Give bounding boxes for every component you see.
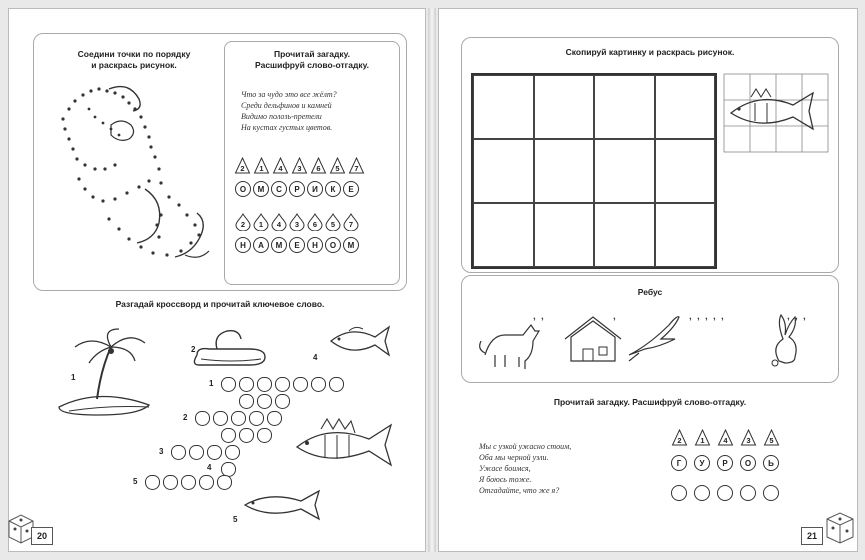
drop-number: 3	[289, 213, 305, 231]
crossword-cell[interactable]	[189, 445, 204, 460]
answer-circle[interactable]	[717, 485, 733, 501]
crossword-cell[interactable]	[163, 475, 178, 490]
tree-number: 2	[671, 429, 688, 447]
answer-circle[interactable]	[694, 485, 710, 501]
tree-number: 3	[740, 429, 757, 447]
letter-circle: Н	[307, 237, 323, 253]
svg-text:‚: ‚	[705, 311, 708, 322]
answer-circle[interactable]	[671, 485, 687, 501]
letter-circle: М	[271, 237, 287, 253]
key-number-trees	[671, 429, 780, 447]
riddle-poem	[479, 441, 571, 496]
letter-circle: Е	[289, 237, 305, 253]
poem-line: Отгадайте, что же я?	[479, 486, 560, 495]
tree-number: 1	[253, 157, 270, 175]
crossword-label: 4	[207, 463, 212, 472]
crossword-cell[interactable]	[249, 411, 264, 426]
crossword-cell[interactable]	[239, 377, 254, 392]
tree-number: 3	[291, 157, 308, 175]
crossword-cell[interactable]	[257, 377, 272, 392]
crossword-row	[195, 411, 282, 426]
crossword-cell[interactable]	[239, 394, 254, 409]
crossword-cell[interactable]	[207, 445, 222, 460]
sample-fish-grid	[723, 73, 829, 153]
rebus-picture	[479, 305, 829, 371]
crossword-cell[interactable]	[225, 445, 240, 460]
riddle-title: Прочитай загадку. Расшифруй слово-отгадку.	[553, 397, 747, 407]
poem-line: Оба мы черной узли.	[479, 453, 549, 462]
letter-circle: Р	[717, 455, 733, 471]
riddle-poem	[241, 89, 337, 133]
snake-picture	[187, 325, 282, 370]
letter-circle: К	[325, 181, 341, 197]
key-letter-circles	[235, 181, 359, 197]
svg-text:‚: ‚	[713, 311, 716, 322]
crossword-row	[239, 394, 290, 409]
crossword-cell[interactable]	[213, 411, 228, 426]
dice-icon	[825, 511, 855, 545]
drop-number: 4	[271, 213, 287, 231]
poem-line: Видимо полозь-претели	[241, 112, 322, 121]
crossword-label: 3	[159, 447, 164, 456]
tree-number: 4	[717, 429, 734, 447]
crossword-cell[interactable]	[231, 411, 246, 426]
letter-circle: С	[271, 181, 287, 197]
poem-line: Среди дельфинов и камней	[241, 101, 332, 110]
crossword-cell[interactable]	[171, 445, 186, 460]
poem-line: Я боюсь тоже.	[479, 475, 532, 484]
crossword-label: 1	[209, 379, 214, 388]
answer-circle[interactable]	[763, 485, 779, 501]
poem-line: Мы с узкой ужасно стоим,	[479, 442, 572, 451]
svg-text:‚: ‚	[533, 311, 536, 322]
small-fish-picture	[239, 485, 329, 525]
drop-number: 7	[343, 213, 359, 231]
drop-number: 2	[235, 213, 251, 231]
crossword-label: 4	[313, 353, 318, 362]
crossword-row	[145, 475, 232, 490]
key-letter-circles	[671, 455, 779, 471]
letter-circle: Г	[671, 455, 687, 471]
letter-circle: М	[343, 237, 359, 253]
crossword-label: 2	[183, 413, 188, 422]
crossword-label: 5	[233, 515, 238, 524]
svg-text:‚: ‚	[803, 311, 806, 322]
answer-number-drops	[235, 213, 359, 231]
drop-number: 5	[325, 213, 341, 231]
svg-text:‚: ‚	[721, 311, 724, 322]
page-number: 21	[801, 527, 823, 545]
crossword-cell[interactable]	[217, 475, 232, 490]
tree-number: 4	[272, 157, 289, 175]
crossword-cell[interactable]	[145, 475, 160, 490]
letter-circle: Р	[289, 181, 305, 197]
crossword-cell[interactable]	[275, 394, 290, 409]
letter-circle: Ь	[763, 455, 779, 471]
poem-line: На кустах густых цветов.	[241, 123, 333, 132]
right-page	[438, 8, 858, 552]
svg-text:‚: ‚	[795, 311, 798, 322]
poem-line: Что за чудо это все жёлт?	[241, 90, 337, 99]
crossword-cell[interactable]	[257, 394, 272, 409]
crossword-cell[interactable]	[221, 377, 236, 392]
crossword-label: 5	[133, 477, 138, 486]
letter-circle: Н	[235, 237, 251, 253]
key-number-trees	[234, 157, 365, 175]
svg-text:‚: ‚	[697, 311, 700, 322]
tree-number: 6	[310, 157, 327, 175]
crossword-cell[interactable]	[329, 377, 344, 392]
fish-picture	[325, 321, 395, 361]
crossword-cell[interactable]	[221, 428, 236, 443]
crossword-row	[221, 377, 344, 392]
letter-circle: У	[694, 455, 710, 471]
poem-line: Ужасе боимся,	[479, 464, 531, 473]
tree-number: 5	[763, 429, 780, 447]
crossword-title: Разгадай кроссворд и прочитай ключевое слово.	[115, 299, 325, 309]
page-number: 20	[31, 527, 53, 545]
crossword-label: 1	[71, 373, 76, 382]
svg-text:‚: ‚	[613, 311, 616, 322]
answer-circle[interactable]	[740, 485, 756, 501]
copy-picture-title: Скопируй картинку и раскрась рисунок.	[565, 47, 735, 57]
letter-circle: О	[235, 181, 251, 197]
connect-dots-title: Соедини точки по порядку и раскрась рисунок.	[77, 49, 191, 70]
svg-text:‚: ‚	[787, 311, 790, 322]
crossword-cell[interactable]	[275, 377, 290, 392]
drawing-grid[interactable]	[471, 73, 717, 269]
letter-circle: А	[253, 237, 269, 253]
tree-number: 1	[694, 429, 711, 447]
crossword-cell[interactable]	[311, 377, 326, 392]
letter-circle: Е	[343, 181, 359, 197]
crossword-row	[171, 445, 240, 460]
crossword-cell[interactable]	[267, 411, 282, 426]
crossword-cell[interactable]	[181, 475, 196, 490]
riddle-title: Прочитай загадку. Расшифруй слово-отгадку.	[255, 49, 369, 70]
perch-fish-picture	[291, 413, 401, 473]
crossword-row	[221, 428, 272, 443]
tree-number: 2	[234, 157, 251, 175]
crossword-cell[interactable]	[257, 428, 272, 443]
letter-circle: И	[307, 181, 323, 197]
answer-letter-circles	[235, 237, 359, 253]
crossword-label: 2	[191, 345, 196, 354]
drop-number: 6	[307, 213, 323, 231]
connect-dots-picture	[49, 79, 219, 284]
drop-number: 1	[253, 213, 269, 231]
letter-circle: О	[325, 237, 341, 253]
svg-text:‚: ‚	[541, 311, 544, 322]
answer-circles	[671, 485, 779, 501]
tree-number: 7	[348, 157, 365, 175]
rebus-title: Ребус	[637, 287, 663, 297]
crossword-cell[interactable]	[293, 377, 308, 392]
crossword-cell[interactable]	[199, 475, 214, 490]
svg-text:‚: ‚	[689, 311, 692, 322]
letter-circle: О	[740, 455, 756, 471]
crossword-cell[interactable]	[195, 411, 210, 426]
letter-circle: М	[253, 181, 269, 197]
palm-island-picture	[49, 327, 159, 417]
crossword-cell[interactable]	[239, 428, 254, 443]
tree-number: 5	[329, 157, 346, 175]
left-page	[8, 8, 426, 552]
book-gutter	[428, 8, 436, 552]
